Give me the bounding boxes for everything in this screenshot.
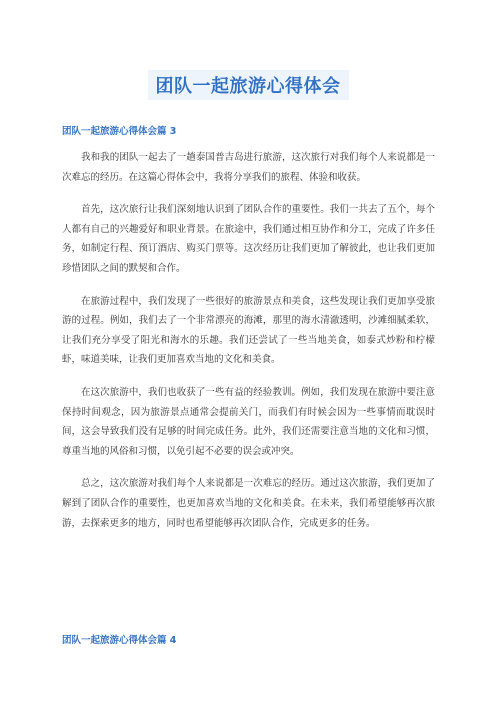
paragraph: 在旅游过程中，我们发现了一些很好的旅游景点和美食，这些发现让我们更加享受旅游的过程。例如，我们去了一个非常漂亮的海滩，那里的海水清澈透明，沙滩细腻柔软，让我们充分享受了阳光和海水的乐趣。我们还尝试了一些当地美食，如泰式炒粉和柠檬虾，味道美味，让我们更加喜欢当地的文化和美食。 xyxy=(62,295,435,366)
document-title: 团队一起旅游心得体会 xyxy=(148,70,349,100)
paragraph: 总之，这次旅游对我们每个人来说都是一次难忘的经历。通过这次旅游，我们更加了解到了团队合作的重要性，也更加喜欢当地的文化和美食。在未来，我们希望能够再次旅游，去探索更多的地方，同时也希望能够再次团队合作，完成更多的任务。 xyxy=(62,478,435,529)
title-container xyxy=(0,70,496,100)
section-heading-4: 团队一起旅游心得体会篇 4 xyxy=(62,635,177,646)
section-heading-3: 团队一起旅游心得体会篇 3 xyxy=(62,126,177,137)
paragraph: 在这次旅游中，我们也收获了一些有益的经验教训。例如，我们发现在旅游中要注意保持时间观念，因为旅游景点通常会提前关门，而我们有时候会因为一些事情而耽误时间，这会导致我们没有足够的时间完成任务。此外，我们还需要注意当地的文化和习惯，尊重当地的风俗和习惯，以免引起不必要的误会或冲突。 xyxy=(62,386,435,457)
paragraph: 我和我的团队一起去了一趟泰国普吉岛进行旅游，这次旅行对我们每个人来说都是一次难忘的经历。在这篇心得体会中，我将分享我们的旅程、体验和收获。 xyxy=(62,152,435,183)
section-body-3 xyxy=(62,148,435,546)
paragraph: 首先，这次旅行让我们深刻地认识到了团队合作的重要性。我们一共去了五个，每个人都有自己的兴趣爱好和职业背景。在旅途中，我们通过相互协作和分工，完成了许多任务，如制定行程、预订酒店、购买门票等。这次经历让我们更加了解彼此，也让我们更加珍惜团队之间的默契和合作。 xyxy=(62,204,435,274)
